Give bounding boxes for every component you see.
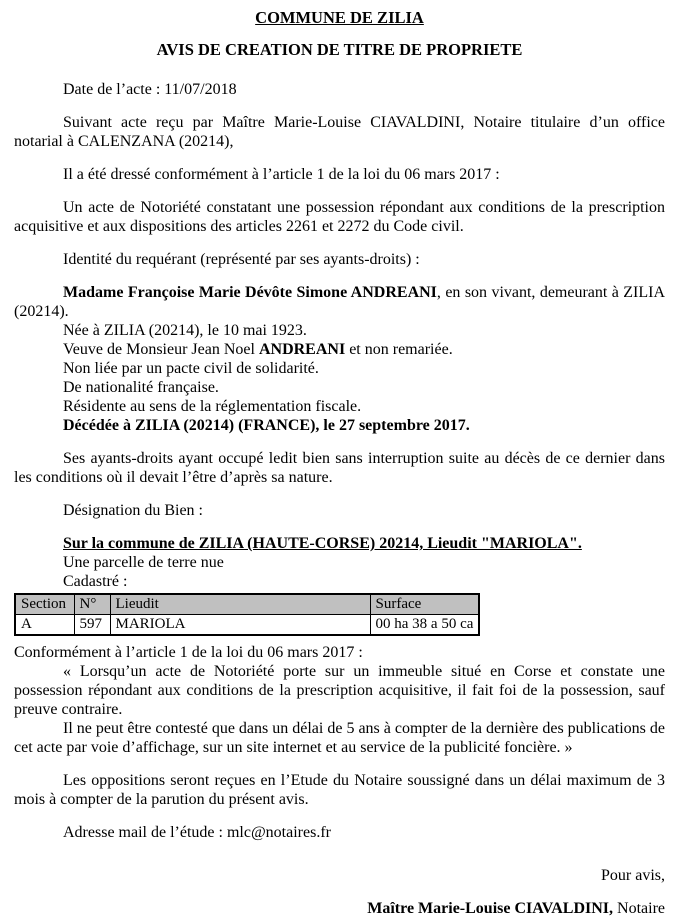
signature-title: Notaire [613, 900, 665, 917]
para-commune-bien [14, 534, 665, 553]
signature-line [14, 899, 665, 918]
line-nee: Née à ZILIA (20214), le 10 mai 1923. [63, 322, 307, 339]
veuve-pre: Veuve de Monsieur Jean Noel [63, 341, 259, 358]
para-conformement: Conformément à l’article 1 de la loi du 06 mars 2017 : [14, 644, 363, 661]
line-decedee: Décédée à ZILIA (20214) (FRANCE), le 27 septembre 2017. [63, 417, 470, 434]
line-nationalite: De nationalité française. [63, 379, 219, 396]
para-adresse-mail: Adresse mail de l’étude : mlc@notaires.fr [63, 824, 331, 841]
table-row [15, 615, 479, 636]
line-veuve [63, 340, 665, 359]
requerant-rest: , en son vivant, demeurant à ZILIA (20214). [14, 284, 666, 320]
para-acte-notoriete: Un acte de Notoriété constatant une possession répondant aux conditions de la prescription acquisitive et aux dispositions des articles 2261 et 2272 du Code civil. [14, 199, 665, 235]
requerant-name: Madame Françoise Marie Dévôte Simone ANDREANI [63, 284, 437, 301]
para-madame [14, 283, 665, 321]
cell-surface: 00 ha 38 a 50 ca [370, 615, 479, 636]
para-pour-avis: Pour avis, [601, 867, 665, 884]
line-pacte: Non liée par un pacte civil de solidarité. [63, 360, 319, 377]
col-header-numero: N° [74, 594, 110, 615]
date-line: Date de l’acte : 11/07/2018 [63, 81, 237, 98]
para-lorsqu: « Lorsqu’un acte de Notoriété porte sur un immeuble situé en Corse et constate une possession répondant aux conditions de la prescription acquisitive, il fait foi de la possession, sauf preuve contraire. [14, 663, 665, 718]
cell-numero: 597 [74, 615, 110, 636]
para-dresse: Il a été dressé conformément à l’article 1 de la loi du 06 mars 2017 : [63, 166, 500, 183]
cadastre-table [14, 593, 480, 636]
veuve-name: ANDREANI [258, 341, 346, 358]
signature-name: Maître Marie-Louise CIAVALDINI, [367, 900, 614, 917]
col-header-surface: Surface [370, 594, 479, 615]
cell-section: A [15, 615, 74, 636]
cadastre-table-header-row [15, 594, 479, 615]
para-ayants-droits: Ses ayants-droits ayant occupé ledit bien sans interruption suite au décès de ce dernier dans les conditions où il devait l’être d’après sa nature. [14, 450, 665, 486]
para-oppositions: Les oppositions seront reçues en l’Etude du Notaire soussigné dans un délai maximum de 3 mois à compter de la parution du présent avis. [14, 772, 665, 808]
cell-lieudit: MARIOLA [110, 615, 370, 636]
veuve-post: et non remariée. [345, 341, 453, 358]
identity-details [14, 321, 665, 435]
page-title-text: COMMUNE DE ZILIA [255, 8, 424, 27]
para-designation: Désignation du Bien : [63, 502, 203, 519]
para-cadastre: Cadastré : [63, 573, 128, 590]
commune-bien-text: Sur la commune de ZILIA (HAUTE-CORSE) 20214, Lieudit "MARIOLA". [63, 535, 582, 552]
para-identite: Identité du requérant (représenté par ses ayants-droits) : [63, 251, 420, 268]
page-subtitle: AVIS DE CREATION DE TITRE DE PROPRIETE [156, 40, 523, 59]
line-residente: Résidente au sens de la réglementation fiscale. [63, 398, 362, 415]
para-ilnepeut: Il ne peut être contesté que dans un délai de 5 ans à compter de la dernière des publications de cet acte par voie d’affichage, sur un site internet et au service de la publicité foncière. » [14, 720, 665, 756]
col-header-lieudit: Lieudit [110, 594, 370, 615]
page-title [14, 8, 665, 27]
para-acte-recu: Suivant acte reçu par Maître Marie-Louise CIAVALDINI, Notaire titulaire d’un office notarial à CALENZANA (20214), [14, 114, 665, 150]
para-parcelle: Une parcelle de terre nue [63, 554, 224, 571]
col-header-section: Section [15, 594, 74, 615]
